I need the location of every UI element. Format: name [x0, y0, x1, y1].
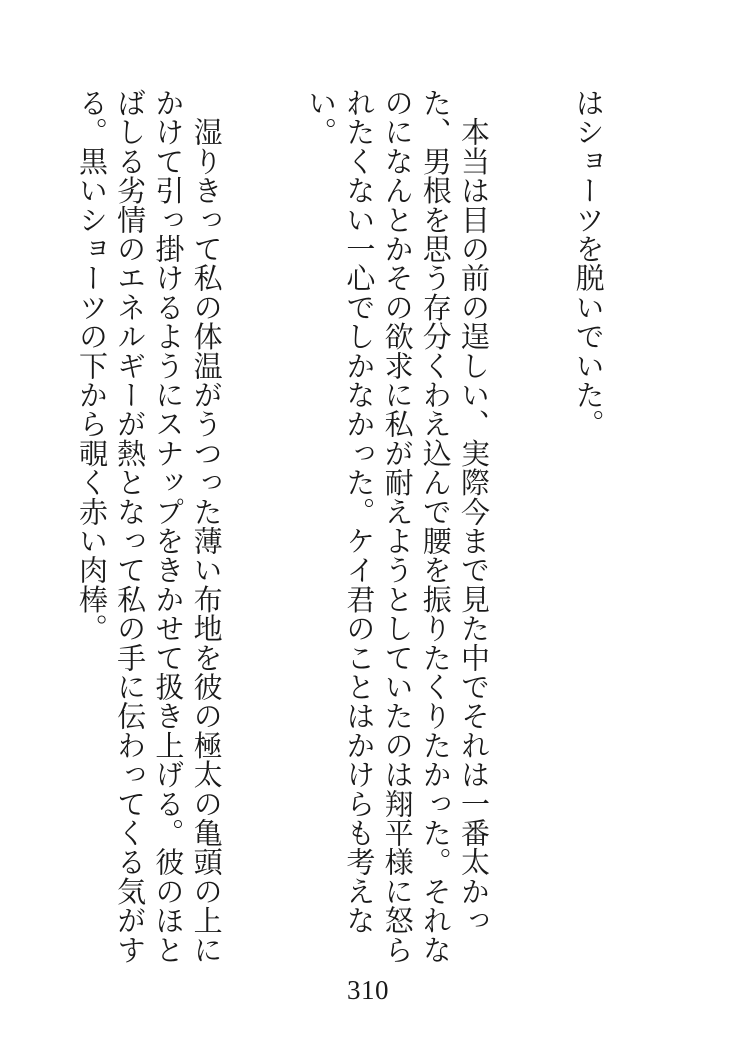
paragraph: はショーツを脱いでいた。 — [571, 88, 606, 439]
paragraph: 湿りきって私の体温がうつった薄い布地を彼の極太の亀頭の上にかけて引っ掛けるようにスナップをきかせて扱き上げる。彼のほとばしる劣情のエネルギーが熱となって私の手に伝わってくる気がする。黒いショーツの下から覗く赤い肉棒。 — [74, 88, 224, 964]
vertical-text-body — [44, 88, 684, 968]
paragraph: 本当は目の前の逞しい、実際今まで見た中でそれは一番太かった、男根を思う存分くわえ込んで腰を振りたくりたかった。それなのになんとかその欲求に私が耐えようとしていたのは翔平様に怒られたくない一心でしかなかった。ケイ君のことはかけらも考えない。 — [304, 88, 491, 964]
page-number: 310 — [347, 975, 389, 1005]
